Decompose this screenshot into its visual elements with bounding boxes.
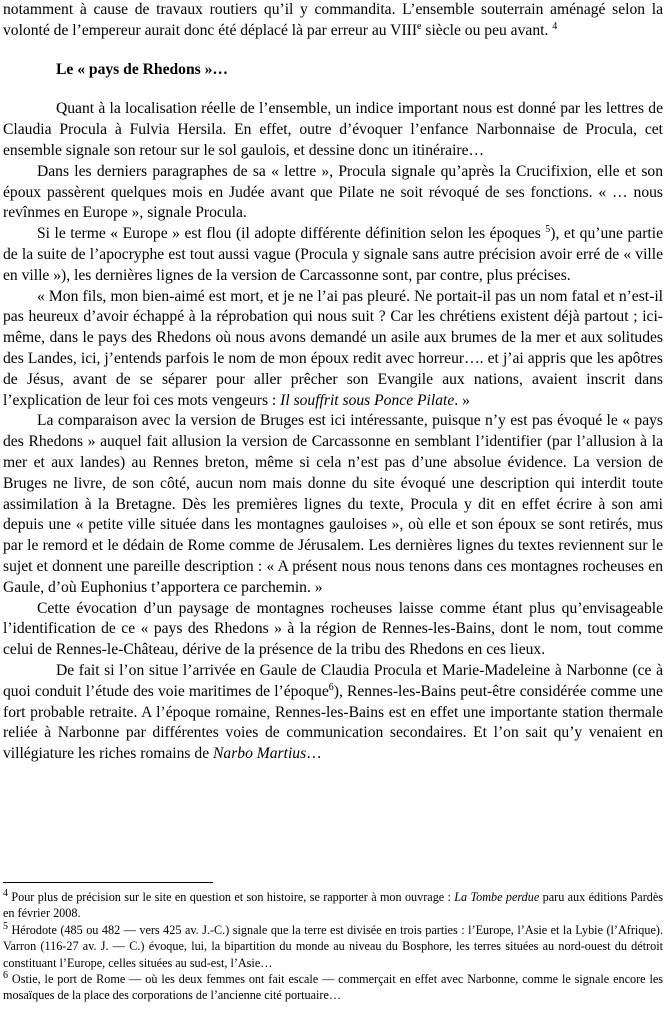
footnote-5: $^5$ Hérodote (485 ou 482 — vers 425 av. J.-C.) signale que la terre est divisée en trois parties : l’Europe, l’Asie et la Lybie (l’Afrique). Varron (116-27 av. J. — C.) évoque, lui, la bipartition du monde au niveau du Bosphore, les terres situées au nord-ouest du détroit constituant l’Europe, celles situées au sud-est, l’Asie… [3, 920, 663, 970]
footnotes [3, 889, 663, 1004]
footnote-ref-4[interactable]: 4 [552, 20, 558, 32]
intro-paragraph: notamment à cause de travaux routiers qu’il y commandita. L’ensemble souterrain aménagé selon la volonté de l’empereur aurait donc été déplacé là par erreur au VIIIe siècle ou peu avant. $^4$ [3, 1, 663, 39]
paragraph: De fait si l’on situe l’arrivée en Gaule de Claudia Procula et Marie-Madeleine à Narbonne (ce à quoi conduit l’étude des voie maritimes de l’époque$^6$), Rennes-les-Bains peut-être considérée comme une fort probable retraite. A l’époque romaine, Rennes-les-Bains est en effet une importante station thermale reliée à Narbonne par différentes voies de communication secondaires. Et l’on sait qu’y venaient en villégiature les riches romains de Narbo Martius… [3, 661, 663, 763]
footnote-ref-5[interactable]: 5 [545, 223, 551, 235]
footnote-divider [3, 882, 213, 883]
document-page [3, 0, 663, 765]
paragraph: Cette évocation d’un paysage de montagnes rocheuses laisse comme étant plus qu’envisageable l’identification de ce « pays des Rhedons » à la région de Rennes-les-Bains, dont le nom, tout comme celui de Rennes-le-Château, dérive de la présence de la tribu des Rhedons en ces lieux. [3, 599, 663, 659]
footnote-4: $^4$ Pour plus de précision sur le site en question et son histoire, se rapporter à mon ouvrage : La Tombe perdue paru aux éditions Pardès en février 2008. [3, 887, 663, 921]
paragraph: La comparaison avec la version de Bruges est ici intéressante, puisque n’y est pas évoqué le « pays des Rhedons » auquel fait allusion la version de Carcassonne en semblant l’identifier (par l’allusion à la mer et aux landes) au Rennes breton, même si cela n’est pas d’une absolue évidence. La version de Bruges ne livre, de son côté, aucun nom mais donne du site évoqué une description qui interdit toute assimilation à la Bretagne. Dès les premières lignes du texte, Procula y dit en effet écrire à son ami depuis une « petite ville située dans les montagnes gauloises », où elle et son époux se sont retirés, mus par le remord et le dédain de Rome comme de Jérusalem. Les dernières lignes du textes reviennent sur le sujet et donnent une pareille description : « A présent nous nous tenons dans ces montagnes rocheuses en Gaule, d’où Euphonius t’apportera ce parchemin. » [3, 412, 663, 596]
section-heading: Le « pays de Rhedons »… [56, 60, 228, 78]
quote-paragraph: « Mon fils, mon bien-aimé est mort, et je ne l’ai pas pleuré. Ne portait-il pas un nom fatal et n’est-il pas heureux d’avoir échappé à la réprobation qui nous suit ? Car les chrétiens existent déjà partout ; ici-même, dans le pays des Rhedons où nous avons demandé un asile aux brumes de la mer et aux solitudes des Landes, ici, j’entends parfois le nom de mon époux redit avec horreur…. et j’ai appris que les apôtres de Jésus, avant de se séparer pour aller prêcher son Evangile aux nations, avaient inscrit dans l’explication de leur foi ces mots vengeurs : Il souffrit sous Ponce Pilate. » [3, 287, 663, 409]
paragraph: Quant à la localisation réelle de l’ensemble, un indice important nous est donné par les lettres de Claudia Procula à Fulvia Hersila. En effet, outre d’évoquer l’enfance Narbonnaise de Procula, cet ensemble signale son retour sur le sol gaulois, et dessine donc un itinéraire… [3, 100, 663, 159]
footnote-6: $^6$ Ostie, le port de Rome — où les deux femmes ont fait escale — commerçait en effet avec Narbonne, comme le signale encore les mosaïques de la place des corporations de l’ancienne cité portuaire… [3, 969, 663, 1003]
body-text [3, 0, 663, 765]
paragraph: Si le terme « Europe » est flou (il adopte différente définition selon les époques $^5$), et qu’une partie de la suite de l’apocryphe est tout aussi vague (Procula y signale sans autre précision avoir erré de « ville en ville »), les dernières lignes de la version de Carcassonne sont, par contre, plus précises. [3, 223, 663, 284]
footnote-ref-6[interactable]: 6 [328, 681, 334, 693]
paragraph: Dans les derniers paragraphes de sa « lettre », Procula signale qu’après la Crucifixion, elle et son époux passèrent quelques mois en Judée avant que Pilate ne soit révoqué de ses fonctions. « … nous revînmes en Europe », signale Procula. [3, 162, 663, 222]
